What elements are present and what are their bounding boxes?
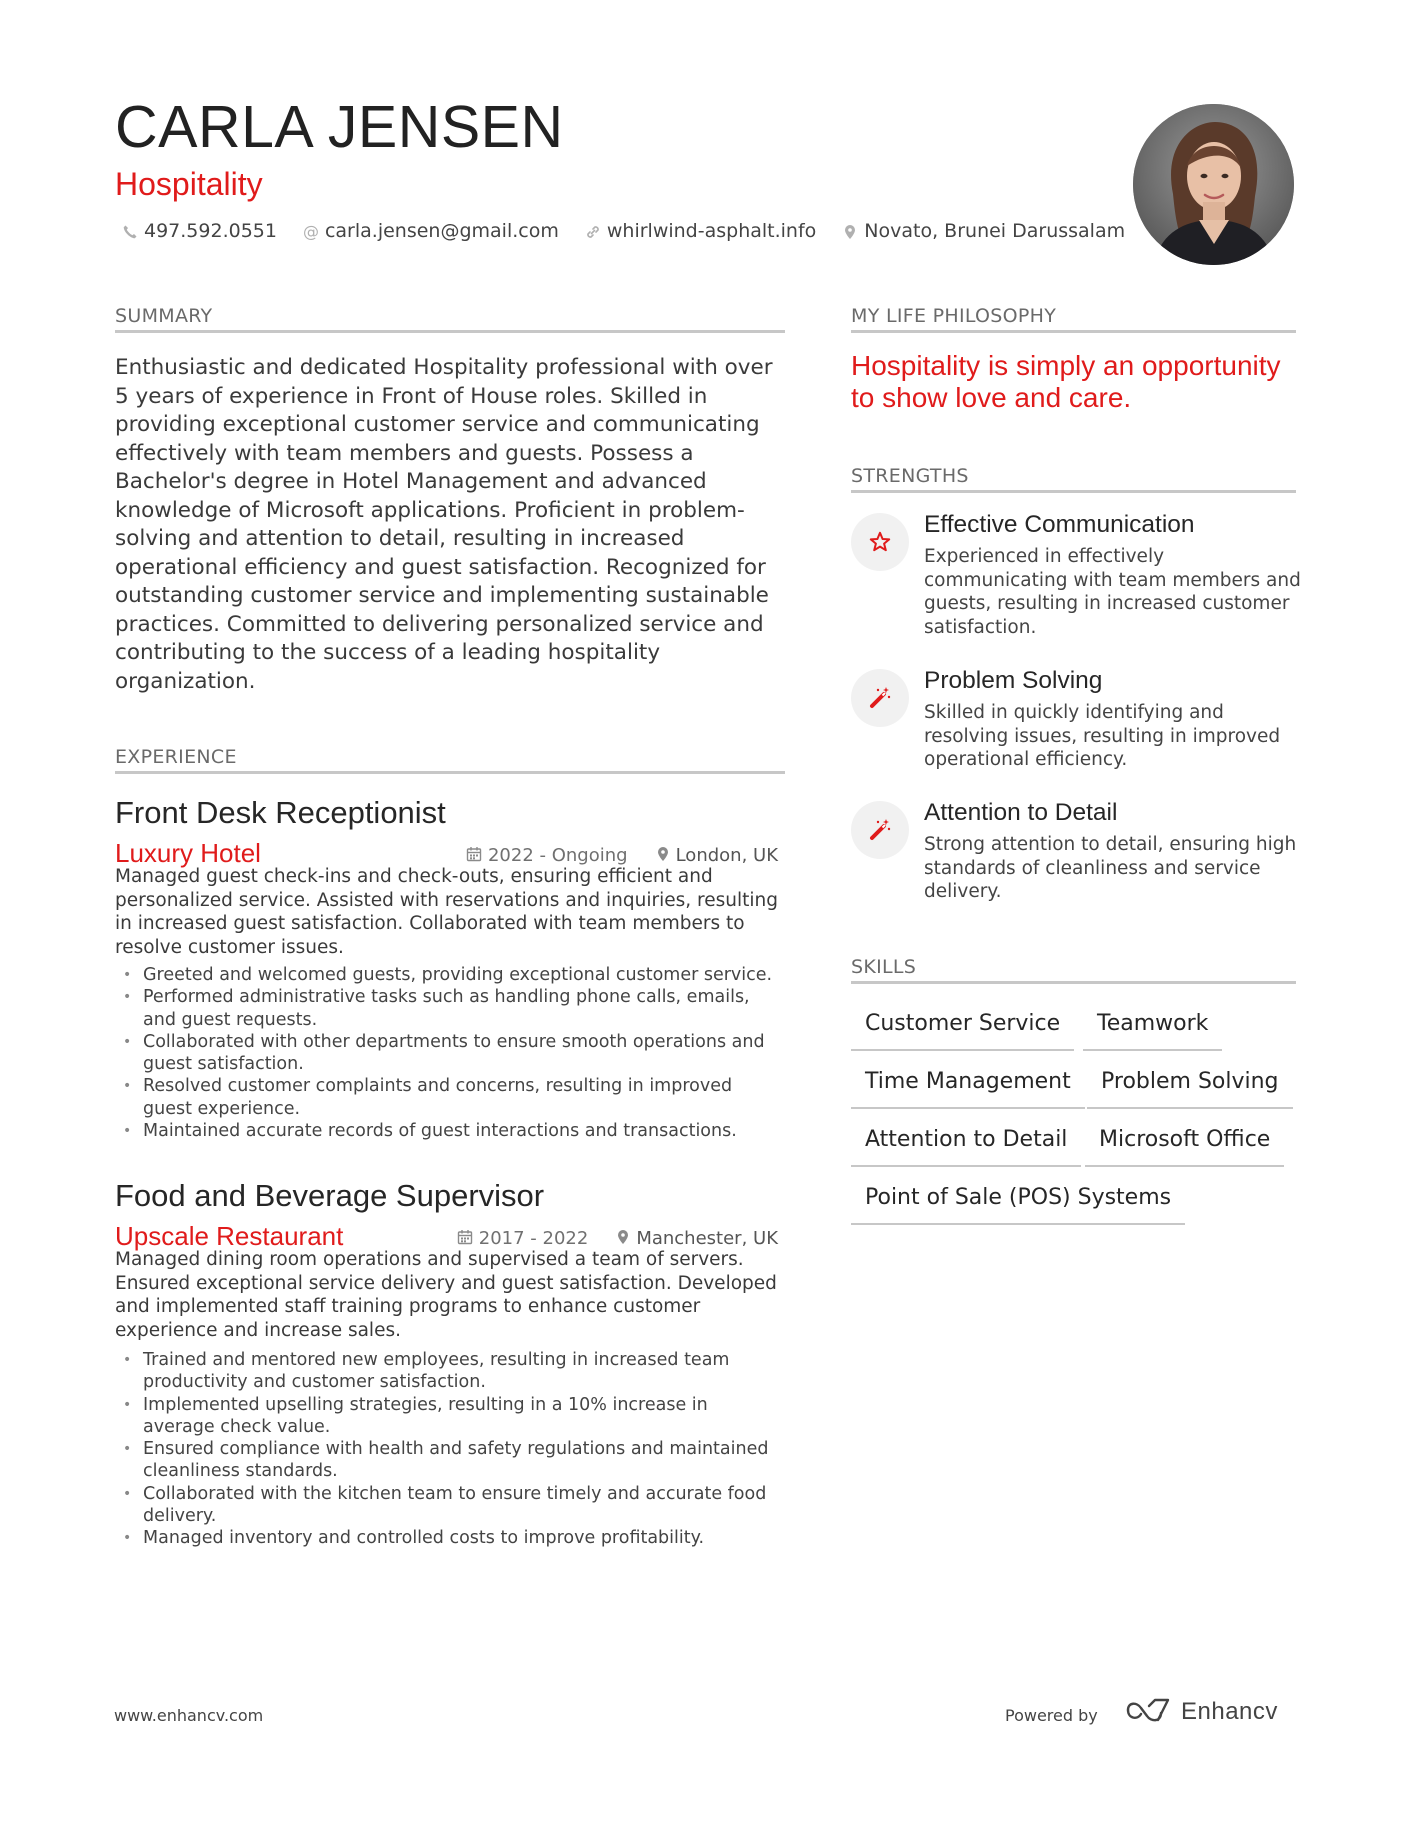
job-title: Front Desk Receptionist: [115, 795, 446, 830]
skill-tag: Attention to Detail: [851, 1129, 1081, 1167]
section-divider: [115, 771, 785, 774]
location-text: Novato, Brunei Darussalam: [864, 220, 1126, 242]
job-dates: 2017 - 2022: [478, 1228, 589, 1249]
section-divider: [851, 981, 1296, 984]
contact-bar: [122, 222, 1151, 241]
magic-wand-icon: [851, 669, 909, 727]
section-divider: [851, 330, 1296, 333]
section-title-philosophy: MY LIFE PHILOSOPHY: [851, 305, 1057, 327]
contact-email[interactable]: [303, 222, 559, 241]
profile-photo: [1133, 104, 1294, 265]
website-text: whirlwind-asphalt.info: [606, 220, 817, 242]
contact-phone[interactable]: [122, 222, 277, 241]
job-meta: [466, 846, 778, 866]
calendar-icon: [457, 1229, 473, 1249]
summary-text: Enthusiastic and dedicated Hospitality professional with over 5 years of experience in Front of House roles. Skilled in providing exceptional customer service and communicating effectively with team members and guests. Possess a Bachelor's degree in Hotel Management and advanced knowledge of Microsoft applications. Proficient in problem-solving and attention to detail, resulting in increased operational efficiency and guest satisfaction. Recognized for outstanding customer service and implementing sustainable practices. Committed to delivering personalized service and contributing to the success of a leading hospitality organization.: [115, 355, 773, 694]
candidate-title: Hospitality: [115, 166, 263, 202]
section-title-skills: SKILLS: [851, 956, 917, 978]
link-icon: [585, 224, 601, 240]
job-bullet: • Resolved customer complaints and concerns, resulting in improved guest experience.: [115, 1075, 775, 1120]
phone-text: 497.592.0551: [144, 220, 277, 242]
job-bullet: • Greeted and welcomed guests, providing exceptional customer service.: [115, 964, 775, 986]
at-icon: @: [302, 221, 319, 241]
strength-description: Experienced in effectively communicating with team members and guests, resulting in increased customer satisfaction.: [924, 546, 1301, 639]
job-bullets: [115, 1349, 775, 1550]
section-divider: [115, 330, 785, 333]
job-dates: 2022 - Ongoing: [487, 845, 628, 866]
job-bullet: • Collaborated with other departments to ensure smooth operations and guest satisfaction.: [115, 1031, 775, 1076]
strength-title: Problem Solving: [924, 667, 1103, 694]
location-pin-icon: [616, 1229, 630, 1249]
email-text: carla.jensen@gmail.com: [324, 220, 559, 242]
job-bullets: [115, 964, 775, 1142]
footer-website-link[interactable]: www.enhancv.com: [114, 1706, 264, 1725]
location-pin-icon: [656, 846, 670, 866]
magic-wand-icon: [851, 801, 909, 859]
star-icon: [851, 513, 909, 571]
skill-tag: Microsoft Office: [1085, 1129, 1284, 1167]
phone-icon: [122, 224, 138, 240]
skill-tag: Problem Solving: [1087, 1071, 1293, 1109]
job-location: Manchester, UK: [636, 1228, 778, 1249]
job-bullet: • Maintained accurate records of guest interactions and transactions.: [115, 1120, 775, 1142]
job-bullet: • Implemented upselling strategies, resulting in a 10% increase in average check value.: [115, 1394, 775, 1439]
strength-description: Strong attention to detail, ensuring high standards of cleanliness and service delivery.: [924, 834, 1297, 903]
job-description: Managed guest check-ins and check-outs, ensuring efficient and personalized service. Assisted with reservations and inquiries, resulting in increased guest satisfaction. Collaborated with team members to resolve customer issues.: [115, 866, 778, 958]
job-meta: [457, 1229, 778, 1249]
job-company: Luxury Hotel: [115, 838, 261, 868]
strength-description: Skilled in quickly identifying and resolving issues, resulting in improved operational efficiency.: [924, 702, 1281, 771]
footer-powered-by: Powered by: [1005, 1706, 1098, 1725]
section-title-strengths: STRENGTHS: [851, 465, 969, 487]
section-divider: [851, 490, 1296, 493]
calendar-icon: [466, 846, 482, 866]
section-title-experience: EXPERIENCE: [115, 746, 237, 768]
skill-tag: Teamwork: [1083, 1013, 1222, 1051]
skill-tag: Customer Service: [851, 1013, 1074, 1051]
enhancv-logo-icon: [1125, 1697, 1171, 1727]
job-bullet: • Collaborated with the kitchen team to ensure timely and accurate food delivery.: [115, 1483, 775, 1528]
footer-brand-name: Enhancv: [1181, 1698, 1278, 1725]
job-title: Food and Beverage Supervisor: [115, 1178, 545, 1213]
footer-brand-logo[interactable]: [1125, 1697, 1278, 1727]
contact-location: [842, 222, 1125, 241]
candidate-name: CARLA JENSEN: [115, 94, 564, 160]
strength-title: Attention to Detail: [924, 799, 1118, 826]
job-bullet: • Ensured compliance with health and safety regulations and maintained cleanliness standards.: [115, 1438, 775, 1483]
job-bullet: • Managed inventory and controlled costs to improve profitability.: [115, 1527, 775, 1549]
location-pin-icon: [842, 224, 858, 240]
job-bullet: • Performed administrative tasks such as handling phone calls, emails, and guest requests.: [115, 986, 775, 1031]
section-title-summary: SUMMARY: [115, 305, 213, 327]
job-location: London, UK: [675, 845, 778, 866]
job-description: Managed dining room operations and supervised a team of servers. Ensured exceptional service delivery and guest satisfaction. Developed and implemented staff training programs to enhance customer experience and increase sales.: [115, 1249, 777, 1341]
skill-tag: Time Management: [851, 1071, 1085, 1109]
job-company: Upscale Restaurant: [115, 1221, 344, 1251]
strength-title: Effective Communication: [924, 511, 1195, 538]
contact-website[interactable]: [585, 222, 816, 241]
job-bullet: • Trained and mentored new employees, resulting in increased team productivity and customer satisfaction.: [115, 1349, 775, 1394]
philosophy-quote: Hospitality is simply an opportunity to show love and care.: [851, 350, 1281, 413]
skill-tag: Point of Sale (POS) Systems: [851, 1187, 1185, 1225]
